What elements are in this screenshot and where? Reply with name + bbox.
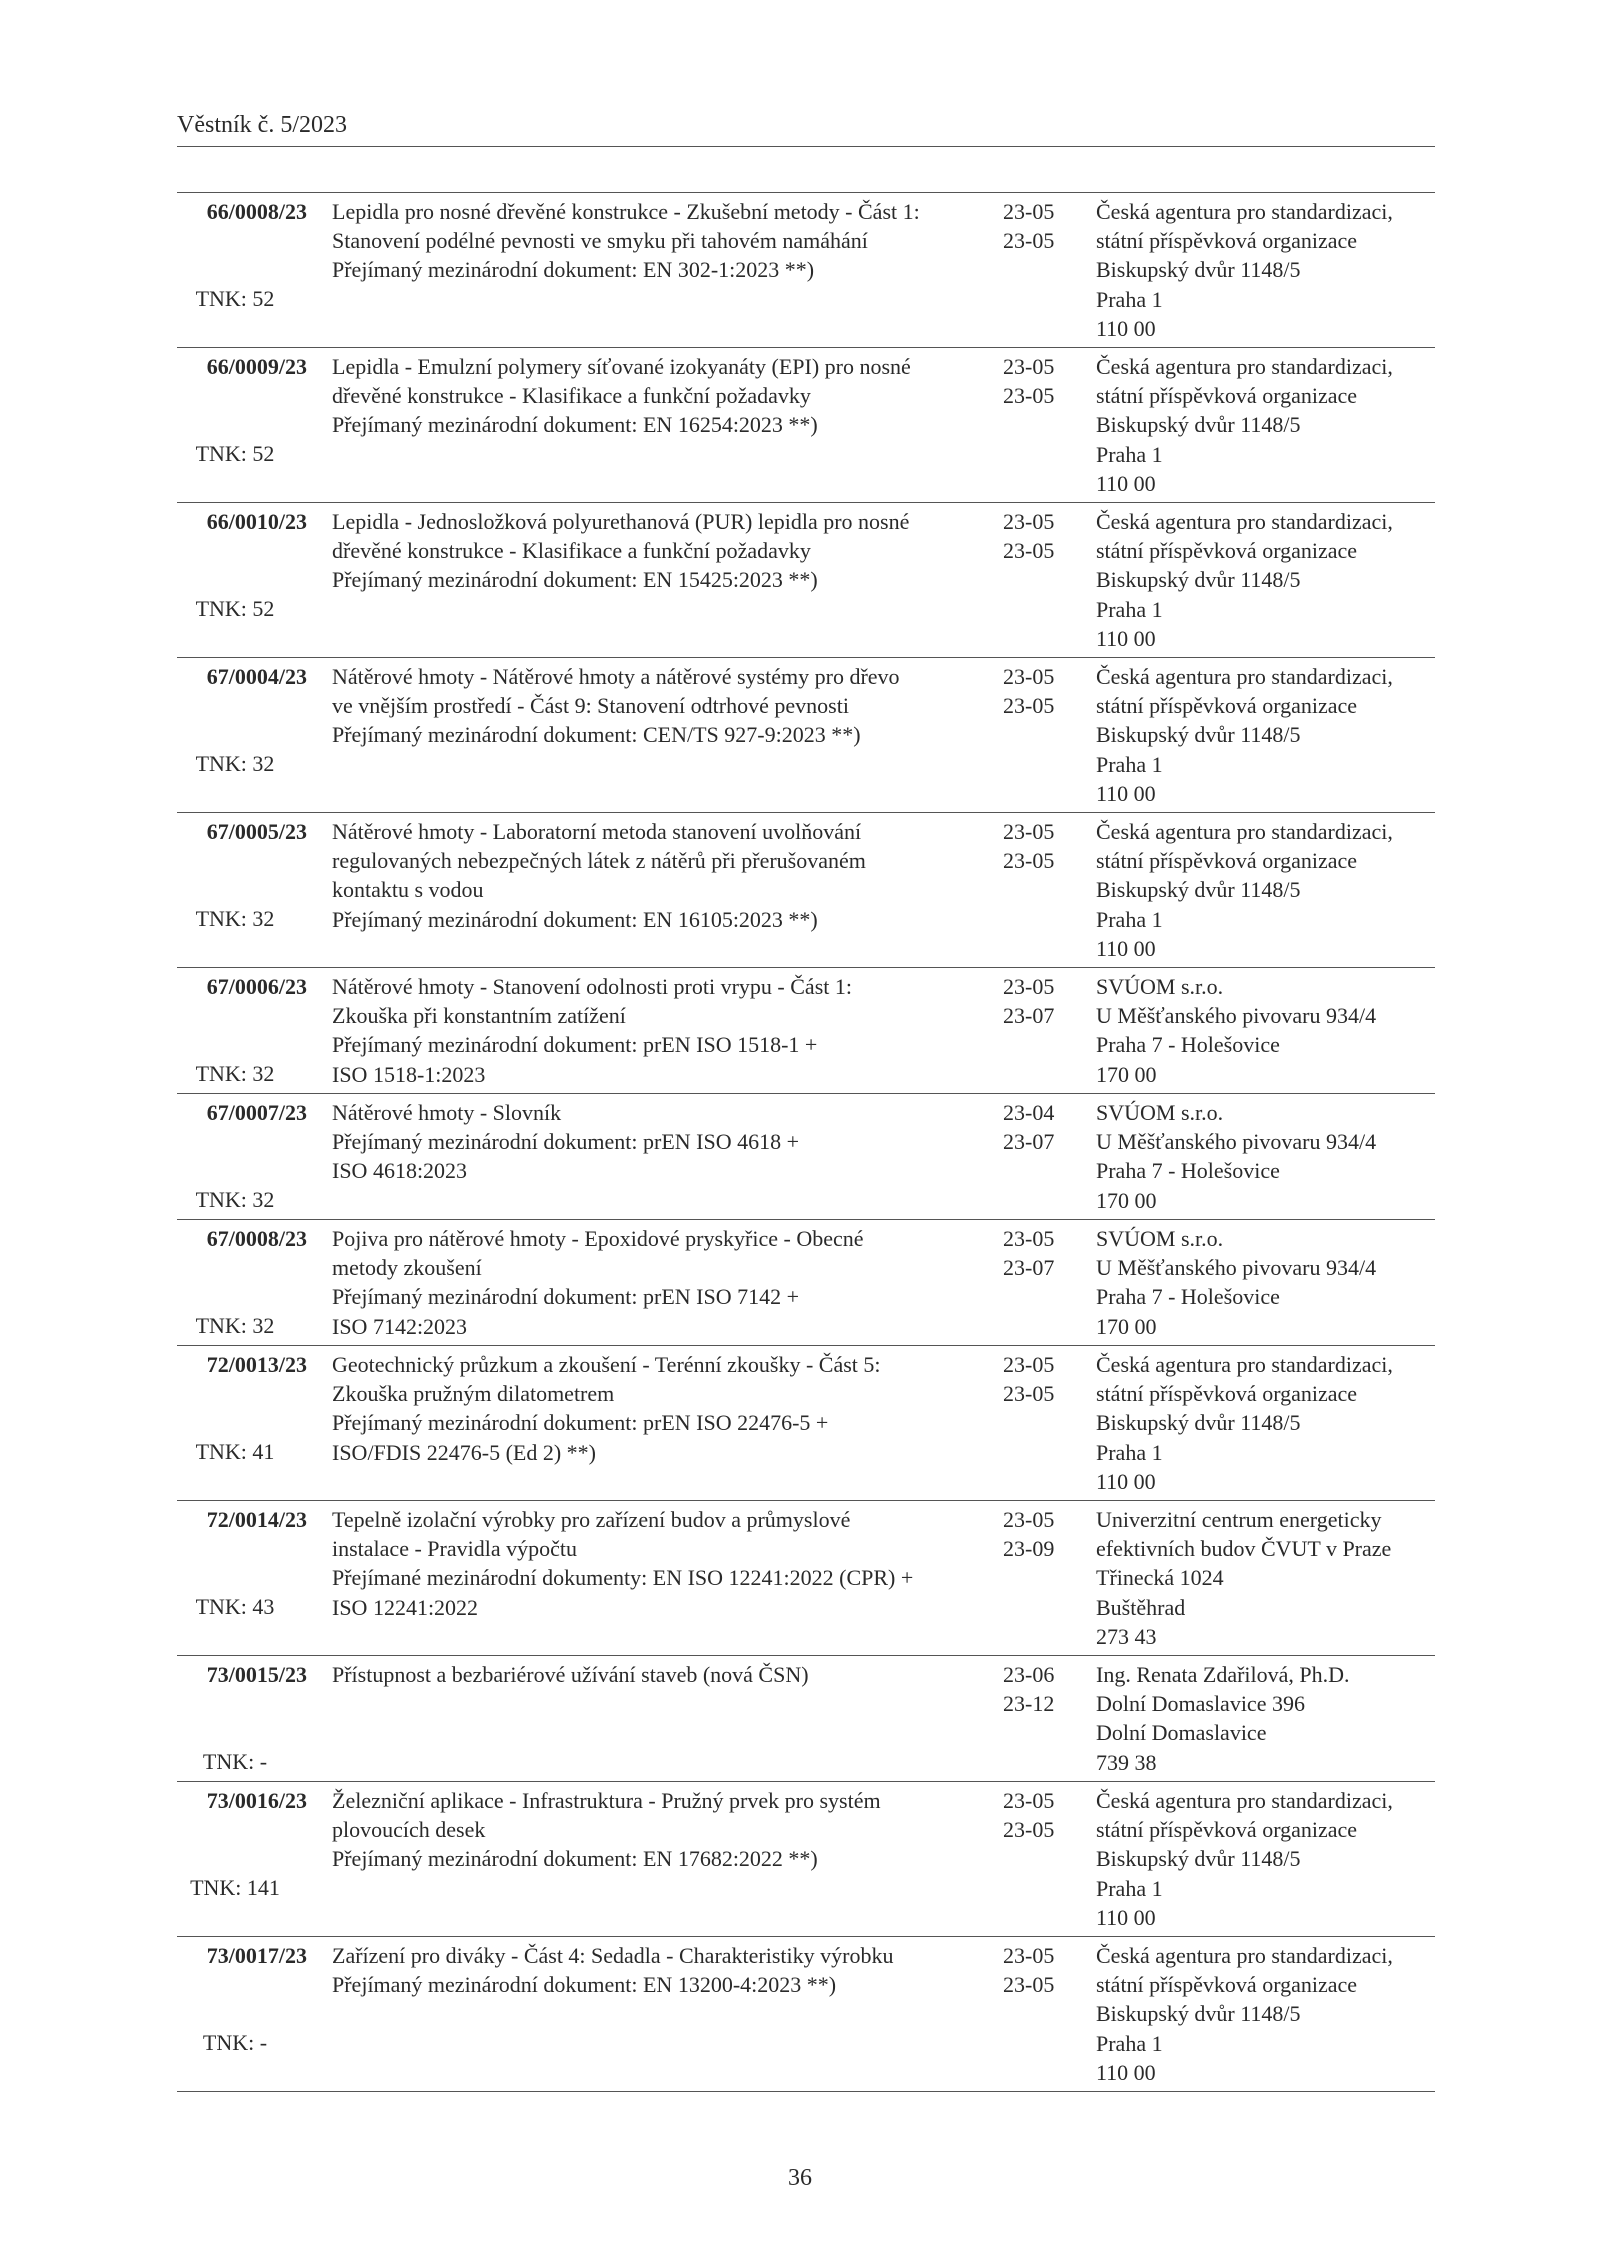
- standard-code: 72/0013/23: [206, 1352, 307, 1377]
- adopted-document-line: Přejímané mezinárodní dokumenty: EN ISO 12241:2022 (CPR) +: [332, 1565, 914, 1591]
- tnk-number: TNK: 52: [195, 596, 275, 621]
- processor-address: [1096, 197, 1436, 343]
- table-row: [177, 192, 1435, 347]
- standard-code: 67/0004/23: [206, 664, 307, 689]
- address-line: Buštěhrad: [1096, 1594, 1186, 1620]
- processor-address: [1096, 972, 1436, 1089]
- title-line: Lepidla - Jednosložková polyurethanová (PUR) lepidla pro nosné: [332, 509, 910, 534]
- date-value: 23-05: [1003, 383, 1055, 409]
- title-line: Zařízení pro diváky - Část 4: Sedadla - Charakteristiky výrobku: [332, 1943, 894, 1968]
- dates-column: [1003, 197, 1093, 255]
- address-line: U Měšťanského pivovaru 934/4: [1096, 1129, 1377, 1155]
- address-line: státní příspěvková organizace: [1096, 693, 1358, 719]
- date-value: 23-05: [1003, 509, 1055, 534]
- processor-address: [1096, 1350, 1436, 1496]
- address-line: Praha 1: [1096, 441, 1163, 467]
- adopted-document-line: ISO 1518-1:2023: [332, 1061, 486, 1087]
- address-line: 110 00: [1096, 2059, 1156, 2085]
- standard-code: 67/0005/23: [206, 819, 307, 844]
- table-row: [177, 1219, 1435, 1345]
- standard-code: 67/0006/23: [206, 974, 307, 999]
- address-line: Praha 7 - Holešovice: [1096, 1284, 1280, 1310]
- address-line: Praha 1: [1096, 2030, 1163, 2056]
- address-line: 110 00: [1096, 470, 1156, 496]
- tnk-number: TNK: -: [202, 2030, 268, 2055]
- title-line: dřevěné konstrukce - Klasifikace a funkční požadavky: [332, 538, 811, 564]
- address-line: 273 43: [1096, 1623, 1157, 1649]
- address-line: Biskupský dvůr 1148/5: [1096, 412, 1301, 438]
- adopted-document-line: Přejímaný mezinárodní dokument: prEN ISO 1518-1 +: [332, 1032, 818, 1058]
- standard-code: 73/0017/23: [206, 1943, 307, 1968]
- date-value: 23-05: [1003, 974, 1055, 999]
- address-line: Praha 1: [1096, 1875, 1163, 1901]
- adopted-document-line: ISO 12241:2022: [332, 1594, 479, 1620]
- title-line: plovoucích desek: [332, 1817, 486, 1843]
- dates-column: [1003, 1224, 1093, 1282]
- title-line: Zkouška pružným dilatometrem: [332, 1381, 615, 1407]
- address-line: Česká agentura pro standardizaci,: [1096, 354, 1393, 379]
- dates-column: [1003, 1098, 1093, 1156]
- address-line: Biskupský dvůr 1148/5: [1096, 2001, 1301, 2027]
- address-line: 170 00: [1096, 1187, 1157, 1213]
- title-line: Tepelně izolační výrobky pro zařízení budov a průmyslové: [332, 1507, 851, 1532]
- standard-code: 73/0016/23: [206, 1788, 307, 1813]
- address-line: Biskupský dvůr 1148/5: [1096, 1846, 1301, 1872]
- standard-code: 66/0010/23: [206, 509, 307, 534]
- table-row: [177, 1500, 1435, 1655]
- title-line: regulovaných nebezpečných látek z nátěrů při přerušovaném: [332, 848, 866, 874]
- processor-address: [1096, 1660, 1436, 1777]
- address-line: Dolní Domaslavice 396: [1096, 1691, 1305, 1717]
- title-line: Geotechnický průzkum a zkoušení - Terénní zkoušky - Část 5:: [332, 1352, 881, 1377]
- date-value: 23-05: [1003, 199, 1055, 224]
- date-value: 23-05: [1003, 1817, 1055, 1843]
- address-line: Biskupský dvůr 1148/5: [1096, 877, 1301, 903]
- tnk-number: TNK: 52: [195, 441, 275, 466]
- address-line: Praha 1: [1096, 906, 1163, 932]
- tnk-number: TNK: 52: [195, 286, 275, 311]
- date-value: 23-05: [1003, 1352, 1055, 1377]
- date-value: 23-05: [1003, 538, 1055, 564]
- tnk-number: TNK: 32: [195, 1187, 275, 1212]
- tnk-number: TNK: 141: [190, 1875, 280, 1900]
- address-line: Praha 1: [1096, 286, 1163, 312]
- title-line: instalace - Pravidla výpočtu: [332, 1536, 577, 1562]
- standard-code: 73/0015/23: [206, 1662, 307, 1687]
- standard-code: 66/0009/23: [206, 354, 307, 379]
- adopted-document-line: Přejímaný mezinárodní dokument: prEN ISO 4618 +: [332, 1129, 799, 1155]
- date-value: 23-09: [1003, 1536, 1055, 1562]
- adopted-document-line: Přejímaný mezinárodní dokument: prEN ISO 7142 +: [332, 1284, 799, 1310]
- tnk-number: TNK: -: [202, 1749, 268, 1774]
- standard-code: 67/0008/23: [206, 1226, 307, 1251]
- address-line: Praha 1: [1096, 596, 1163, 622]
- tnk-number: TNK: 32: [195, 1313, 275, 1338]
- address-line: Biskupský dvůr 1148/5: [1096, 567, 1301, 593]
- address-line: 110 00: [1096, 780, 1156, 806]
- date-value: 23-05: [1003, 1507, 1055, 1532]
- address-line: efektivních budov ČVUT v Praze: [1096, 1536, 1392, 1562]
- date-value: 23-05: [1003, 1226, 1055, 1251]
- title-line: Železniční aplikace - Infrastruktura - Pružný prvek pro systém: [332, 1788, 881, 1813]
- address-line: Česká agentura pro standardizaci,: [1096, 664, 1393, 689]
- address-line: Dolní Domaslavice: [1096, 1720, 1267, 1746]
- date-value: 23-04: [1003, 1100, 1055, 1125]
- table-row: [177, 502, 1435, 657]
- date-value: 23-05: [1003, 1972, 1055, 1998]
- adopted-document-line: Přejímaný mezinárodní dokument: CEN/TS 927-9:2023 **): [332, 722, 861, 748]
- tnk-number: TNK: 43: [195, 1594, 275, 1619]
- dates-column: [1003, 1786, 1093, 1844]
- date-value: 23-05: [1003, 354, 1055, 379]
- title-line: Přístupnost a bezbariérové užívání staveb (nová ČSN): [332, 1662, 809, 1687]
- table-row: [177, 347, 1435, 502]
- title-line: Nátěrové hmoty - Laboratorní metoda stanovení uvolňování: [332, 819, 862, 844]
- address-line: Praha 7 - Holešovice: [1096, 1032, 1280, 1058]
- dates-column: [1003, 1505, 1093, 1563]
- address-line: Česká agentura pro standardizaci,: [1096, 819, 1393, 844]
- dates-column: [1003, 352, 1093, 410]
- address-line: Univerzitní centrum energeticky: [1096, 1507, 1382, 1532]
- processor-address: [1096, 817, 1436, 963]
- date-value: 23-05: [1003, 228, 1055, 254]
- date-value: 23-05: [1003, 1381, 1055, 1407]
- address-line: státní příspěvková organizace: [1096, 1381, 1358, 1407]
- title-line: ve vnějším prostředí - Část 9: Stanovení odtrhové pevnosti: [332, 693, 849, 719]
- processor-address: [1096, 1786, 1436, 1932]
- table-row: [177, 1655, 1435, 1781]
- standards-table: [177, 192, 1435, 2092]
- tnk-number: TNK: 41: [195, 1439, 275, 1464]
- dates-column: [1003, 507, 1093, 565]
- address-line: Třinecká 1024: [1096, 1565, 1224, 1591]
- date-value: 23-06: [1003, 1662, 1055, 1687]
- address-line: státní příspěvková organizace: [1096, 1972, 1358, 1998]
- date-value: 23-05: [1003, 693, 1055, 719]
- address-line: státní příspěvková organizace: [1096, 538, 1358, 564]
- tnk-number: TNK: 32: [195, 906, 275, 931]
- date-value: 23-05: [1003, 848, 1055, 874]
- adopted-document-line: ISO/FDIS 22476-5 (Ed 2) **): [332, 1439, 596, 1465]
- title-line: Lepidla - Emulzní polymery síťované izokyanáty (EPI) pro nosné: [332, 354, 911, 379]
- address-line: 110 00: [1096, 1468, 1156, 1494]
- table-row: [177, 1781, 1435, 1936]
- adopted-document-line: Přejímaný mezinárodní dokument: EN 302-1:2023 **): [332, 257, 815, 283]
- table-row: [177, 1093, 1435, 1219]
- date-value: 23-05: [1003, 664, 1055, 689]
- adopted-document-line: Přejímaný mezinárodní dokument: EN 15425:2023 **): [332, 567, 818, 593]
- address-line: Česká agentura pro standardizaci,: [1096, 199, 1393, 224]
- processor-address: [1096, 1941, 1436, 2087]
- standard-code: 66/0008/23: [206, 199, 307, 224]
- journal-header: Věstník č. 5/2023: [177, 112, 347, 138]
- dates-column: [1003, 972, 1093, 1030]
- title-line: Pojiva pro nátěrové hmoty - Epoxidové pryskyřice - Obecné: [332, 1226, 864, 1251]
- title-line: Nátěrové hmoty - Stanovení odolnosti proti vrypu - Část 1:: [332, 974, 852, 999]
- address-line: Česká agentura pro standardizaci,: [1096, 509, 1393, 534]
- dates-column: [1003, 1941, 1093, 1999]
- address-line: státní příspěvková organizace: [1096, 1817, 1358, 1843]
- address-line: státní příspěvková organizace: [1096, 383, 1358, 409]
- adopted-document-line: Přejímaný mezinárodní dokument: prEN ISO 22476-5 +: [332, 1410, 829, 1436]
- date-value: 23-07: [1003, 1129, 1055, 1155]
- address-line: státní příspěvková organizace: [1096, 228, 1358, 254]
- title-line: metody zkoušení: [332, 1255, 482, 1281]
- dates-column: [1003, 1350, 1093, 1408]
- header-divider: [177, 146, 1435, 147]
- table-row: [177, 657, 1435, 812]
- title-line: Nátěrové hmoty - Slovník: [332, 1100, 562, 1125]
- date-value: 23-12: [1003, 1691, 1055, 1717]
- address-line: 110 00: [1096, 935, 1156, 961]
- address-line: Česká agentura pro standardizaci,: [1096, 1943, 1393, 1968]
- standard-code: 72/0014/23: [206, 1507, 307, 1532]
- dates-column: [1003, 1660, 1093, 1718]
- address-line: SVÚOM s.r.o.: [1096, 1100, 1224, 1125]
- processor-address: [1096, 1505, 1436, 1651]
- processor-address: [1096, 662, 1436, 808]
- processor-address: [1096, 1224, 1436, 1341]
- address-line: Biskupský dvůr 1148/5: [1096, 257, 1301, 283]
- adopted-document-line: Přejímaný mezinárodní dokument: EN 13200-4:2023 **): [332, 1972, 837, 1998]
- address-line: Biskupský dvůr 1148/5: [1096, 722, 1301, 748]
- standard-code: 67/0007/23: [206, 1100, 307, 1125]
- adopted-document-line: ISO 7142:2023: [332, 1313, 468, 1339]
- address-line: U Měšťanského pivovaru 934/4: [1096, 1003, 1377, 1029]
- date-value: 23-05: [1003, 1788, 1055, 1813]
- address-line: 170 00: [1096, 1313, 1157, 1339]
- page-number: 36: [788, 2165, 812, 2191]
- address-line: SVÚOM s.r.o.: [1096, 1226, 1224, 1251]
- table-row: [177, 812, 1435, 967]
- adopted-document-line: Přejímaný mezinárodní dokument: EN 16254:2023 **): [332, 412, 818, 438]
- date-value: 23-05: [1003, 1943, 1055, 1968]
- table-row: [177, 1345, 1435, 1500]
- table-row: [177, 1936, 1435, 2092]
- dates-column: [1003, 817, 1093, 875]
- address-line: SVÚOM s.r.o.: [1096, 974, 1224, 999]
- date-value: 23-07: [1003, 1003, 1055, 1029]
- processor-address: [1096, 352, 1436, 498]
- address-line: Biskupský dvůr 1148/5: [1096, 1410, 1301, 1436]
- adopted-document-line: Přejímaný mezinárodní dokument: EN 16105:2023 **): [332, 906, 818, 932]
- adopted-document-line: ISO 4618:2023: [332, 1158, 468, 1184]
- processor-address: [1096, 507, 1436, 653]
- adopted-document-line: Přejímaný mezinárodní dokument: EN 17682:2022 **): [332, 1846, 818, 1872]
- address-line: Ing. Renata Zdařilová, Ph.D.: [1096, 1662, 1350, 1687]
- dates-column: [1003, 662, 1093, 720]
- title-line: Stanovení podélné pevnosti ve smyku při tahovém namáhání: [332, 228, 868, 254]
- address-line: Praha 1: [1096, 751, 1163, 777]
- address-line: Praha 1: [1096, 1439, 1163, 1465]
- address-line: Česká agentura pro standardizaci,: [1096, 1352, 1393, 1377]
- date-value: 23-07: [1003, 1255, 1055, 1281]
- address-line: Česká agentura pro standardizaci,: [1096, 1788, 1393, 1813]
- address-line: 110 00: [1096, 315, 1156, 341]
- tnk-number: TNK: 32: [195, 1061, 275, 1086]
- address-line: U Měšťanského pivovaru 934/4: [1096, 1255, 1377, 1281]
- title-line: kontaktu s vodou: [332, 877, 484, 903]
- title-line: dřevěné konstrukce - Klasifikace a funkční požadavky: [332, 383, 811, 409]
- address-line: 110 00: [1096, 625, 1156, 651]
- title-line: Nátěrové hmoty - Nátěrové hmoty a nátěrové systémy pro dřevo: [332, 664, 900, 689]
- address-line: Praha 7 - Holešovice: [1096, 1158, 1280, 1184]
- address-line: státní příspěvková organizace: [1096, 848, 1358, 874]
- title-line: Lepidla pro nosné dřevěné konstrukce - Zkušební metody - Část 1:: [332, 199, 920, 224]
- title-line: Zkouška při konstantním zatížení: [332, 1003, 626, 1029]
- tnk-number: TNK: 32: [195, 751, 275, 776]
- address-line: 739 38: [1096, 1749, 1157, 1775]
- date-value: 23-05: [1003, 819, 1055, 844]
- address-line: 110 00: [1096, 1904, 1156, 1930]
- address-line: 170 00: [1096, 1061, 1157, 1087]
- table-row: [177, 967, 1435, 1093]
- processor-address: [1096, 1098, 1436, 1215]
